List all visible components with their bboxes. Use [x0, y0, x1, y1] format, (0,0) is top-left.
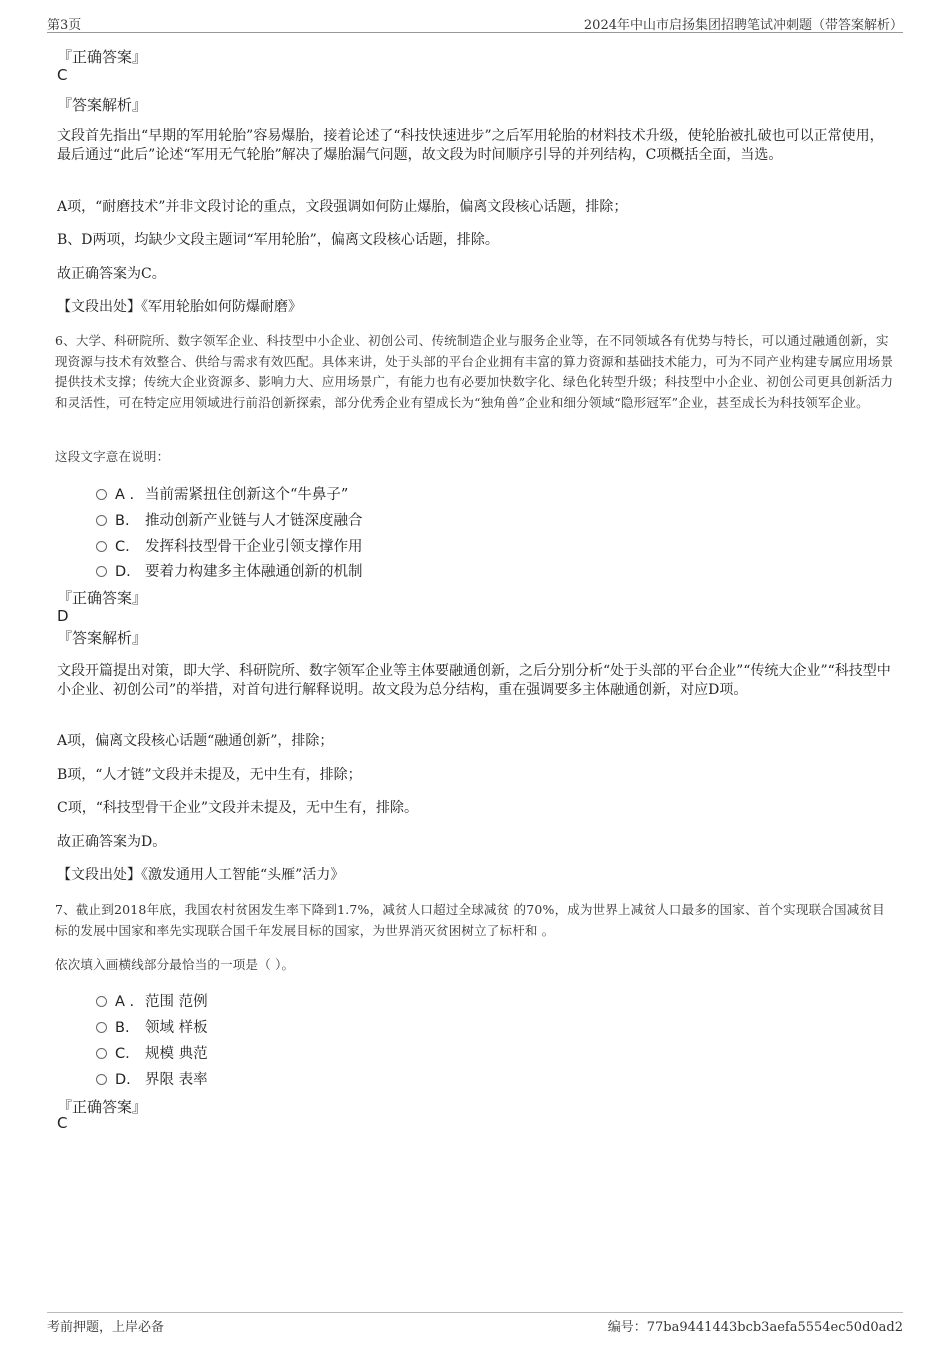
footer-slogan: 考前押题，上岸必备	[47, 1320, 165, 1335]
q5-analysis-option-a: A项，“耐磨技术”并非文段讨论的重点，文段强调如何防止爆胎，偏离文段核心话题，排除；	[57, 199, 628, 215]
q5-conclusion: 故正确答案为C。	[57, 266, 166, 282]
q6-source: 【文段出处】《激发通用人工智能“头雁”活力》	[57, 867, 345, 883]
option-text: 范围 范例	[145, 994, 208, 1010]
q6-answer-label: 『正确答案』	[57, 589, 148, 607]
radio-icon[interactable]	[96, 1074, 107, 1085]
page-number: 第3页	[47, 18, 82, 33]
option-letter: D.	[115, 1072, 131, 1088]
q6-option-c[interactable]	[96, 535, 363, 555]
option-letter: A .	[115, 994, 135, 1010]
q6-option-a[interactable]	[96, 483, 348, 503]
q6-stem: 6、大学、科研院所、数字领军企业、科技型中小企业、初创公司、传统制造企业与服务企业等，在不同领域各有优势与特长，可以通过融通创新，实现资源与技术有效整合、供给与需求有效匹配。具体来讲，处于头部的平台企业拥有丰富的算力资源和基础技术能力，可为不同产业构建专属应用场景提供技术支撑；传统大企业资源多、影响力大、应用场景广，有能力也有必要加快数字化、绿色化转型升级；科技型中小企业、初创公司更具创新活力和灵活性，可在特定应用领域进行前沿创新探索，部分优秀企业有望成长为“独角兽”企业和细分领域“隐形冠军”企业，甚至成长为科技领军企业。	[55, 333, 894, 410]
document-code: 编号：77ba9441443bcb3aefa5554ec50d0ad2	[607, 1320, 903, 1335]
q5-analysis-paragraph: 文段首先指出“早期的军用轮胎”容易爆胎，接着论述了“科技快速进步”之后军用轮胎的材料技术升级，使轮胎被扎破也可以正常使用，最后通过“此后”论述“军用无气轮胎”解决了爆胎漏气问题，故文段为时间顺序引导的并列结构，C项概括全面，当选。	[57, 128, 884, 163]
option-text: 当前需紧扭住创新这个“牛鼻子”	[145, 487, 349, 503]
option-text: 界限 表率	[145, 1072, 208, 1088]
radio-icon[interactable]	[96, 489, 107, 500]
q5-answer: C	[57, 66, 68, 84]
q6-option-d[interactable]	[96, 560, 363, 580]
q7-stem: 7、截止到2018年底，我国农村贫困发生率下降到1.7%，减贫人口超过全球减贫 的70%，成为世界上减贫人口最多的国家、首个实现联合国减贫目标的发展中国家和率先实现联合国千年发展目标的国家，为世界消灭贫困树立了标杆和 。	[55, 902, 885, 938]
radio-icon[interactable]	[96, 566, 107, 577]
q7-answer: C	[57, 1114, 68, 1132]
q6-analysis-option-c: C项，“科技型骨干企业”文段并未提及，无中生有，排除。	[57, 800, 419, 816]
q7-option-d[interactable]	[96, 1068, 208, 1088]
q6-question: 这段文字意在说明：	[55, 449, 170, 464]
q5-analysis-option-bd: B、D两项，均缺少文段主题词“军用轮胎”，偏离文段核心话题，排除。	[57, 232, 499, 248]
q7-option-b[interactable]	[96, 1016, 208, 1036]
document-title: 2024年中山市启扬集团招聘笔试冲刺题（带答案解析）	[583, 18, 903, 33]
radio-icon[interactable]	[96, 996, 107, 1007]
option-letter: D.	[115, 564, 131, 580]
page-footer	[47, 1312, 903, 1337]
q5-analysis-label: 『答案解析』	[57, 96, 148, 114]
option-text: 领域 样板	[145, 1020, 208, 1036]
option-text: 要着力构建多主体融通创新的机制	[145, 564, 363, 580]
page-header	[47, 12, 903, 33]
q7-option-a[interactable]	[96, 990, 208, 1010]
q5-source: 【文段出处】《军用轮胎如何防爆耐磨》	[57, 299, 302, 315]
q6-answer: D	[57, 607, 69, 625]
option-letter: C.	[115, 1046, 130, 1062]
radio-icon[interactable]	[96, 541, 107, 552]
radio-icon[interactable]	[96, 1048, 107, 1059]
q6-analysis-option-b: B项，“人才链”文段并未提及，无中生有，排除；	[57, 767, 362, 783]
option-text: 推动创新产业链与人才链深度融合	[145, 513, 363, 529]
q5-answer-label: 『正确答案』	[57, 48, 148, 66]
option-text: 规模 典范	[145, 1046, 208, 1062]
q6-analysis-option-a: A项，偏离文段核心话题“融通创新”，排除；	[57, 733, 334, 749]
radio-icon[interactable]	[96, 515, 107, 526]
option-letter: B.	[115, 513, 130, 529]
q6-option-b[interactable]	[96, 509, 363, 529]
option-text: 发挥科技型骨干企业引领支撑作用	[145, 539, 363, 555]
q7-answer-label: 『正确答案』	[57, 1098, 148, 1116]
q7-question: 依次填入画横线部分最恰当的一项是（ ）。	[55, 957, 295, 972]
option-letter: C.	[115, 539, 130, 555]
q6-conclusion: 故正确答案为D。	[57, 834, 167, 850]
option-letter: B.	[115, 1020, 130, 1036]
q6-analysis-label: 『答案解析』	[57, 629, 148, 647]
q6-analysis-paragraph: 文段开篇提出对策，即大学、科研院所、数字领军企业等主体要融通创新，之后分别分析“处于头部的平台企业”“传统大企业”“科技型中小企业、初创公司”的举措，对首句进行解释说明。故文段为总分结构，重在强调要多主体融通创新，对应D项。	[57, 663, 891, 698]
q7-option-c[interactable]	[96, 1042, 208, 1062]
radio-icon[interactable]	[96, 1022, 107, 1033]
option-letter: A .	[115, 487, 135, 503]
